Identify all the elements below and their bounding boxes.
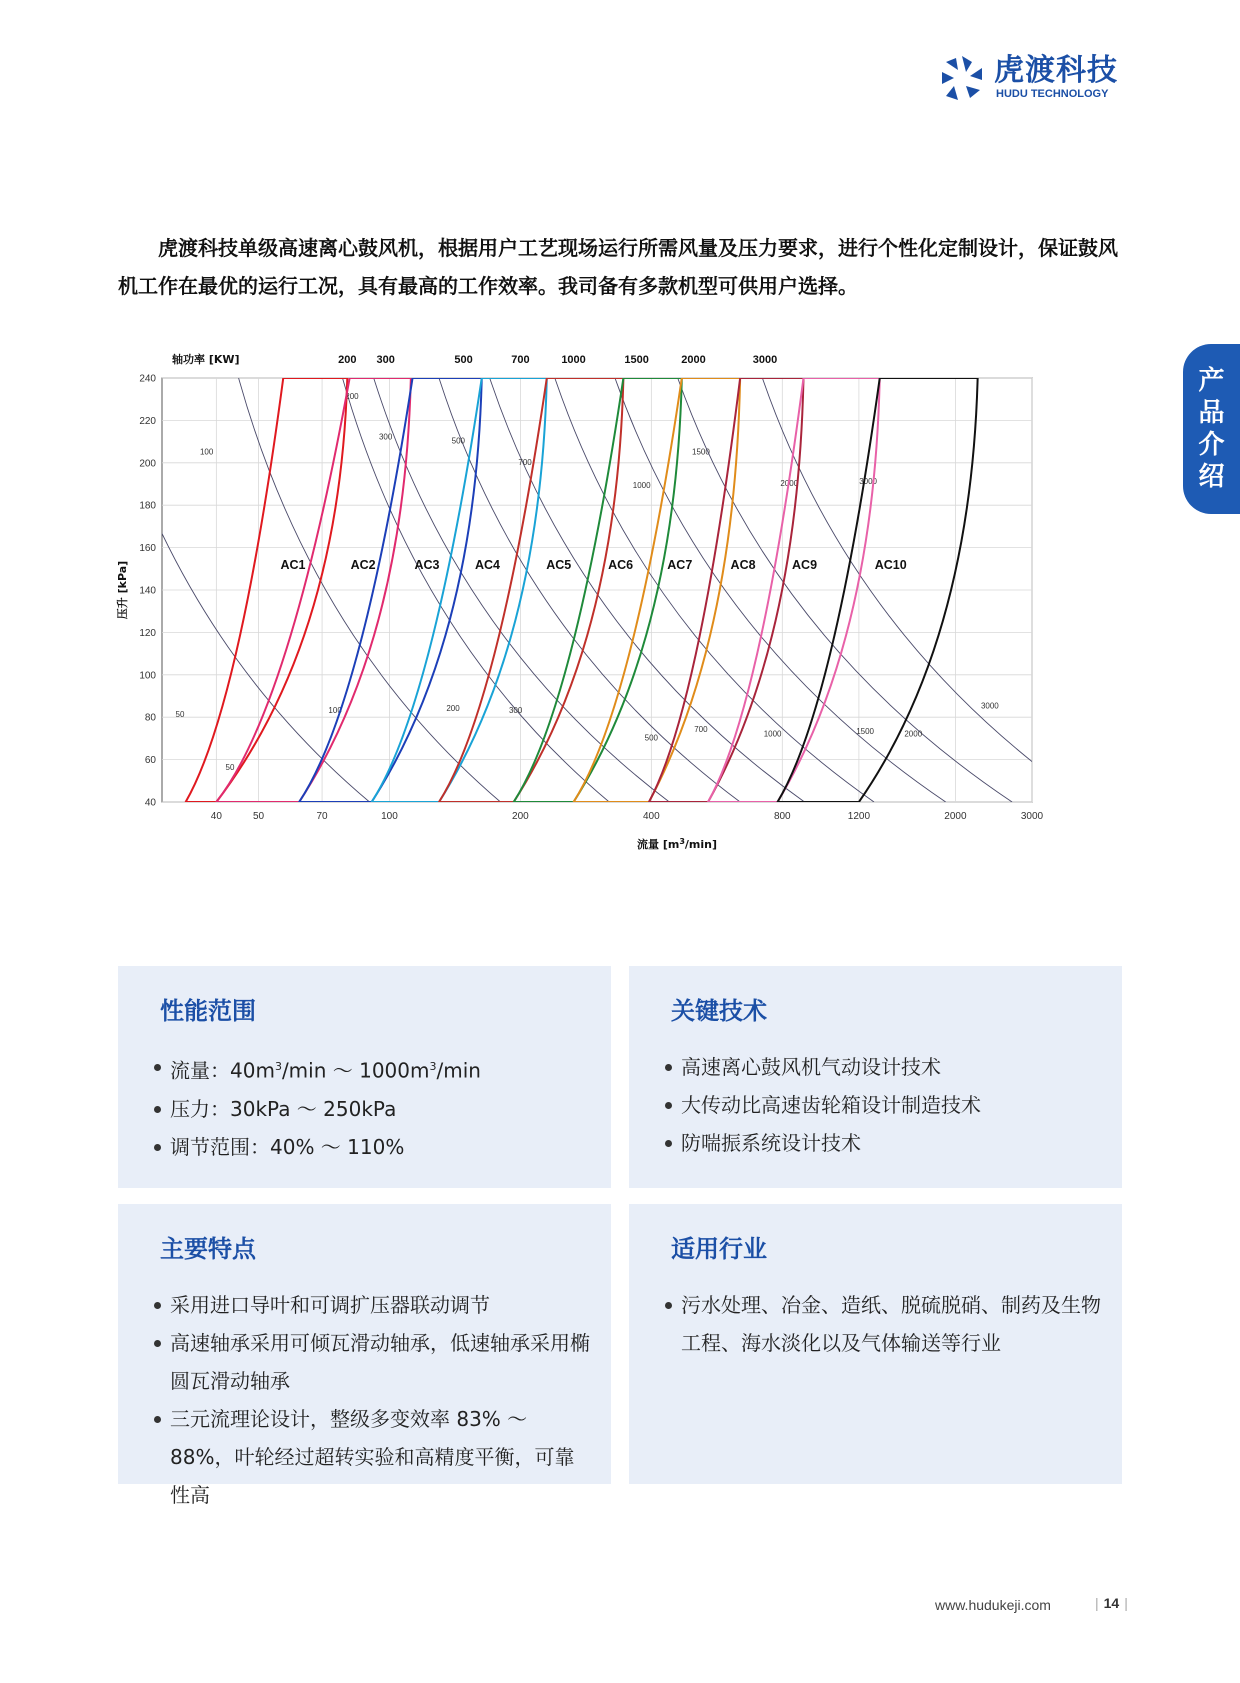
y-tick-label: 40 (144, 797, 156, 809)
y-tick-label: 220 (139, 415, 156, 427)
power-curve-label: 300 (378, 432, 393, 442)
card-list (663, 1286, 1103, 1362)
x-tick-label: 100 (381, 811, 398, 822)
power-curve-label: 200 (345, 392, 359, 402)
item-text: 压力：30kPa ～ 250kPa (170, 1096, 397, 1121)
y-tick-label: 100 (139, 670, 156, 682)
item-text: /min (436, 1058, 481, 1083)
card-list-item (663, 1086, 1103, 1124)
power-curve-label: 500 (644, 733, 659, 743)
card-performance-range (118, 966, 611, 1188)
website-link[interactable]: www.hudukeji.com (935, 1597, 1051, 1613)
card-title: 适用行业 (671, 1235, 767, 1263)
power-curve-label: 2000 (780, 479, 799, 489)
card-list (663, 1048, 1103, 1162)
top-tick-label: 500 (454, 354, 473, 366)
x-axis-label-sup: 3 (679, 837, 685, 846)
y-tick-label: 60 (144, 755, 156, 767)
series-label-ac6: AC6 (608, 557, 634, 572)
item-text: 污水处理、冶金、造纸、脱硫脱硝、制药及生物工程、海水淡化以及气体输送等行业 (681, 1293, 1101, 1355)
top-axis-label: 轴功率 [KW] (172, 353, 240, 366)
card-list-item (663, 1286, 1103, 1362)
item-text: 调节范围：40% ～ 110% (170, 1134, 405, 1159)
power-curve-label: 2000 (904, 729, 923, 739)
tab-char: 品 (1198, 398, 1225, 428)
card-list-item (663, 1124, 1103, 1162)
card-list-item (152, 1286, 592, 1324)
series-label-ac3: AC3 (414, 557, 440, 572)
card-list-item (152, 1400, 592, 1514)
card-list-item (152, 1090, 592, 1128)
series-label-ac7: AC7 (667, 557, 693, 572)
tab-char: 产 (1198, 366, 1225, 396)
item-text: 高速离心鼓风机气动设计技术 (681, 1055, 941, 1079)
top-tick-label: 2000 (681, 354, 706, 366)
card-title: 关键技术 (671, 997, 767, 1025)
y-tick-label: 80 (144, 712, 156, 724)
series-label-ac2: AC2 (350, 557, 376, 572)
power-curve-label: 50 (175, 710, 185, 720)
y-tick-label: 160 (139, 543, 156, 555)
y-tick-label: 200 (139, 458, 156, 470)
x-tick-label: 200 (512, 811, 529, 822)
item-text: 三元流理论设计，整级多变效率 83% ～ 88%，叶轮经过超转实验和高精度平衡，可靠性高 (170, 1407, 575, 1507)
power-curve-label: 1500 (692, 447, 710, 457)
item-text: 采用进口导叶和可调扩压器联动调节 (170, 1293, 490, 1317)
x-axis-label (637, 837, 717, 851)
intro-paragraph: 虎渡科技单级高速离心鼓风机，根据用户工艺现场运行所需风量及压力要求，进行个性化定制设计，保证鼓风机工作在最优的运行工况，具有最高的工作效率。我司备有多款机型可供用户选择。 (118, 236, 1118, 298)
y-tick-label: 140 (139, 585, 156, 597)
series-label-ac9: AC9 (792, 557, 818, 572)
power-curve-label: 100 (328, 705, 342, 715)
card-list-item (663, 1048, 1103, 1086)
card-applicable-industries (629, 1204, 1122, 1484)
top-tick-label: 1500 (624, 354, 649, 366)
tab-char: 绍 (1198, 462, 1225, 492)
top-tick-label: 700 (511, 354, 530, 366)
card-list-item (152, 1324, 592, 1400)
card-list (152, 1048, 592, 1166)
top-tick-label: 3000 (752, 354, 778, 366)
y-tick-label: 240 (139, 373, 156, 385)
x-tick-label: 800 (773, 811, 791, 822)
card-list-item (152, 1048, 592, 1090)
card-main-features (118, 1204, 611, 1507)
power-curve-label: 200 (446, 703, 460, 713)
item-text: 大传动比高速齿轮箱设计制造技术 (681, 1093, 981, 1117)
x-tick-label: 2000 (944, 811, 967, 822)
item-text: 防喘振系统设计技术 (681, 1131, 861, 1155)
power-curve-label: 100 (199, 447, 214, 457)
brand-name-en: HUDU TECHNOLOGY (996, 88, 1109, 100)
power-curve-label: 1500 (856, 727, 874, 737)
x-tick-label: 400 (643, 811, 660, 822)
item-text: /min ～ 1000m (281, 1058, 430, 1083)
brand-logo (938, 54, 1128, 102)
power-curve-label: 1000 (632, 481, 651, 491)
card-list (152, 1286, 592, 1514)
series-label-ac1: AC1 (280, 557, 306, 572)
series-label-ac8: AC8 (730, 557, 756, 572)
superscript: 3 (274, 1060, 282, 1073)
page-number-value: 14 (1103, 1595, 1120, 1611)
superscript: 3 (429, 1060, 437, 1073)
power-curve-label: 700 (518, 457, 532, 467)
y-axis-label: 压升 [kPa] (116, 560, 129, 620)
page-number: | 14 | (1095, 1595, 1128, 1611)
power-curve-label: 3000 (980, 701, 999, 711)
power-curve-label: 3000 (859, 477, 878, 486)
card-title: 性能范围 (160, 997, 256, 1025)
x-tick-label: 40 (210, 811, 222, 822)
power-curve-label: 1000 (763, 729, 782, 739)
card-key-technology (629, 966, 1122, 1188)
y-tick-label: 120 (139, 627, 156, 639)
brand-name-cn: 虎渡科技 (994, 53, 1118, 88)
performance-chart (110, 340, 1120, 900)
top-tick-label: 200 (338, 354, 357, 366)
brand-mark-icon (938, 54, 986, 102)
x-tick-label: 3000 (1020, 811, 1044, 822)
x-tick-label: 70 (316, 811, 328, 822)
series-label-ac10: AC10 (874, 557, 907, 572)
y-tick-label: 180 (139, 500, 156, 512)
series-label-ac4: AC4 (474, 557, 500, 572)
power-curve-label: 300 (508, 705, 523, 715)
power-curve-label: 700 (694, 725, 708, 735)
section-tab-product-intro[interactable] (1183, 344, 1240, 514)
top-tick-label: 1000 (561, 354, 586, 366)
series-label-ac5: AC5 (546, 557, 572, 572)
power-curve-label: 50 (225, 763, 235, 773)
x-axis-label-part: /min] (684, 838, 718, 851)
card-title: 主要特点 (160, 1235, 256, 1263)
tab-char: 介 (1198, 430, 1225, 460)
x-tick-label: 1200 (847, 811, 871, 822)
power-curve-label: 500 (451, 436, 466, 446)
x-axis-label-part: 流量 [m (636, 838, 680, 851)
card-list-item (152, 1128, 592, 1166)
top-tick-label: 300 (376, 354, 395, 366)
item-text: 高速轴承采用可倾瓦滑动轴承，低速轴承采用椭圆瓦滑动轴承 (170, 1331, 590, 1393)
x-tick-label: 50 (252, 811, 265, 822)
item-text: 流量：40m (170, 1058, 275, 1083)
